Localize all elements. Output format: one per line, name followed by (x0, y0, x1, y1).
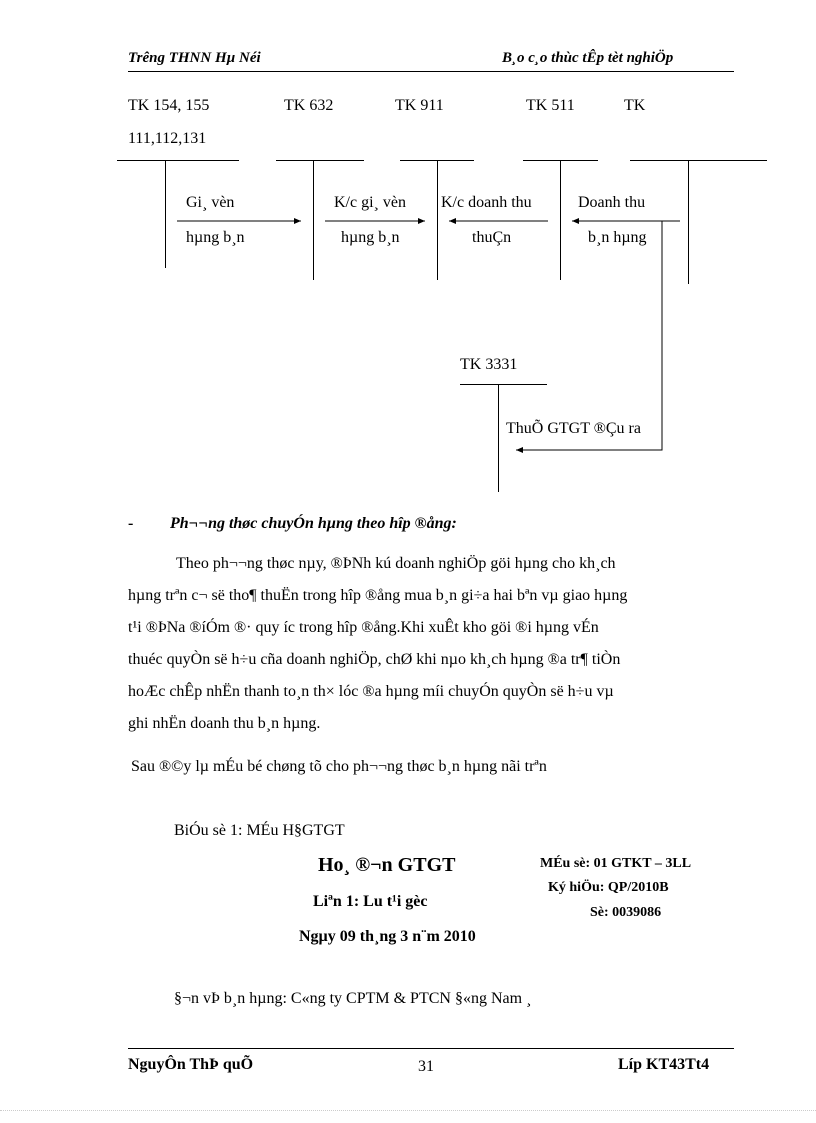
footer-rule (128, 1048, 734, 1049)
footer-page-number: 31 (418, 1058, 434, 1075)
account-tk911: TK 911 (395, 97, 444, 114)
invoice-form-number: MÉu sè: 01 GTKT – 3LL (540, 856, 692, 871)
account-tk154: TK 154, 155 (128, 97, 210, 114)
footer-class: Líp KT43Tt4 (618, 1056, 710, 1073)
account-tk: TK (624, 97, 646, 114)
body-paragraph (128, 548, 730, 740)
label-thuan: thuÇn (472, 229, 512, 246)
account-tk511: TK 511 (526, 97, 575, 114)
paragraph-line: hoÆc chÊp nhËn thanh to¸n th× lóc ®a hµng míi chuyÓn quyÒn së h÷u vµ (128, 683, 614, 700)
paragraph-after: Sau ®©y lµ mÉu bé chøng tõ cho ph¬¬ng thøc b¸n hµng nãi trªn (131, 758, 547, 775)
paragraph-line: t¹i ®ÞNa ®íÓm ®· quy íc trong hîp ®ång.Khi xuÊt kho göi ®i hµng vÉn (128, 619, 599, 636)
label-hang-ban-2: hµng b¸n (341, 229, 400, 246)
label-ban-hang: b¸n hµng (588, 229, 647, 246)
account-tk3331: TK 3331 (460, 356, 518, 373)
section-title: Ph¬¬ng thøc chuyÓn hµng theo hîp ®ång: (170, 515, 457, 532)
footer-author: NguyÔn ThÞ quÕ (128, 1056, 254, 1073)
header-school: Trêng THNN Hµ Néi (128, 50, 261, 66)
account-tk632: TK 632 (284, 97, 334, 114)
header-report-title: B¸o c¸o thùc tÊp tèt nghiÖp (502, 50, 674, 66)
invoice-serial: Sè: 0039086 (590, 905, 662, 920)
paragraph-line: Theo ph¬¬ng thøc nµy, ®ÞNh kú doanh nghiÖp göi hµng cho kh¸ch (176, 555, 616, 572)
invoice-caption: BiÓu sè 1: MÉu H§GTGT (174, 822, 345, 839)
section-dash: - (128, 515, 134, 532)
invoice-symbol: Ký hiÖu: QP/2010B (548, 880, 669, 895)
label-gia-von: Gi¸ vèn (186, 194, 235, 211)
paragraph-line: hµng trªn c¬ së tho¶ thuËn trong hîp ®ång mua b¸n gi÷a hai bªn vµ giao hµng (128, 587, 628, 604)
label-hang-ban-1: hµng b¸n (186, 229, 245, 246)
invoice-title: Ho¸ ®¬n GTGT (318, 854, 456, 876)
paragraph-line: thuéc quyÒn së h÷u cña doanh nghiÖp, chØ khi nµo kh¸ch hµng ®a tr¶ tiÒn (128, 651, 621, 668)
label-kc-gia-von: K/c gi¸ vèn (334, 194, 406, 211)
label-doanh-thu: Doanh thu (578, 194, 646, 211)
paragraph-line: ghi nhËn doanh thu b¸n hµng. (128, 715, 321, 732)
invoice-seller: §¬n vÞ b¸n hµng: C«ng ty CPTM & PTCN §«ng Nam ¸ (174, 990, 532, 1007)
label-thue-gtgt: ThuÕ GTGT ®Çu ra (506, 420, 641, 437)
account-tk111: 111,112,131 (128, 130, 207, 147)
label-kc-doanh-thu: K/c doanh thu (441, 194, 532, 211)
invoice-date: Ngµy 09 th¸ng 3 n¨m 2010 (299, 928, 476, 945)
page-edge (0, 1110, 816, 1111)
invoice-lien: Liªn 1: Lu t¹i gèc (313, 893, 428, 910)
arrow-thue-gtgt (516, 221, 662, 450)
